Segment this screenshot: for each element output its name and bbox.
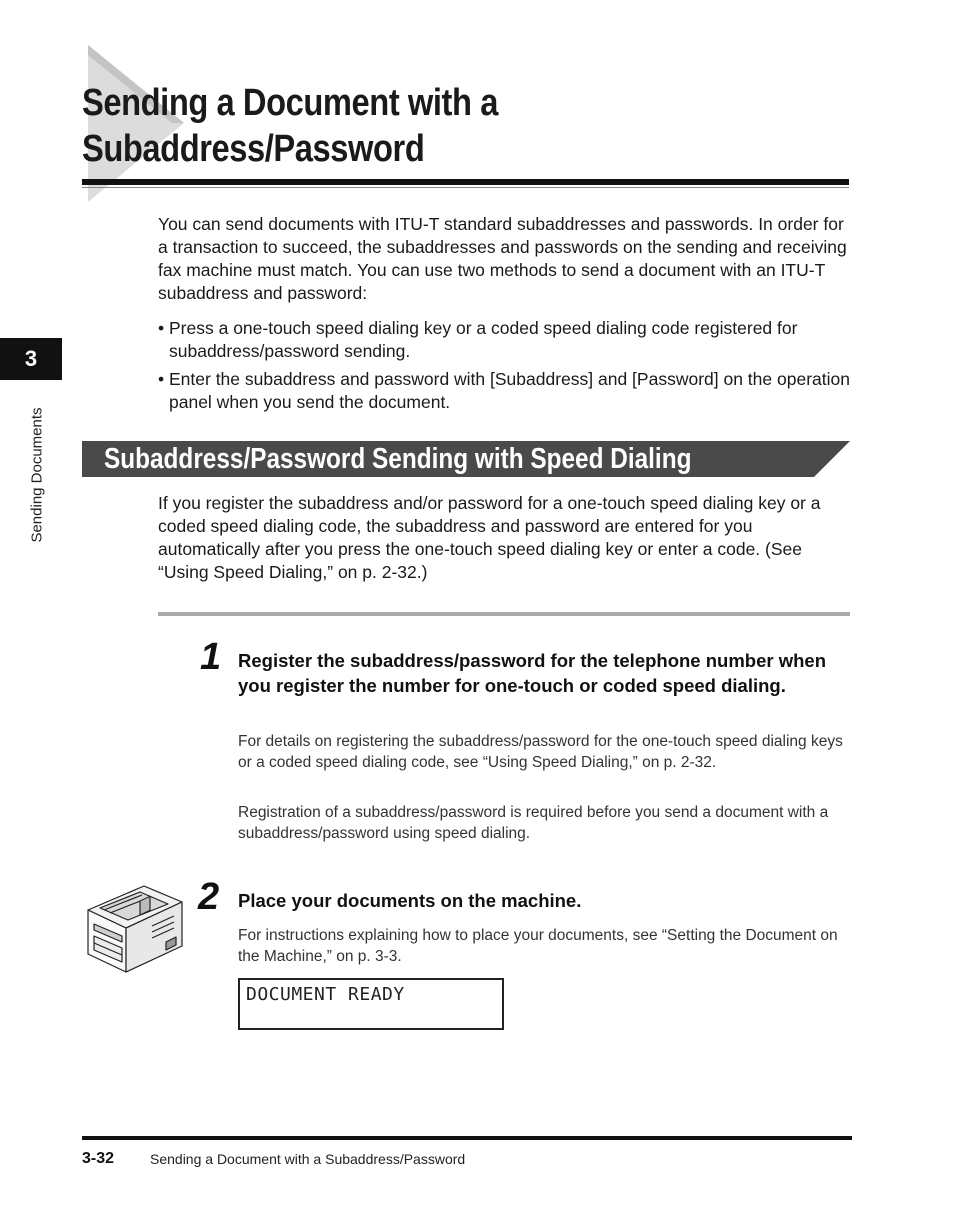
intro-bullet-list: [158, 317, 850, 419]
section-heading: Subaddress/Password Sending with Speed Dialing: [104, 443, 692, 475]
footer-rule: [82, 1136, 852, 1140]
intro-paragraph: You can send documents with ITU-T standard subaddresses and passwords. In order for a transaction to succeed, the subaddresses and passwords on the sending and receiving fax machine must match. You can use two methods to send a document with an ITU-T subaddress and password:: [158, 214, 847, 303]
bullet-marker: •: [158, 318, 165, 338]
title-rule-thin: [82, 187, 849, 188]
page-number: 3-32: [82, 1150, 115, 1167]
lcd-display-text: DOCUMENT READY: [246, 984, 405, 1005]
step-number: 2: [198, 876, 220, 918]
chapter-tab: [0, 338, 62, 380]
chapter-label: Sending Documents: [28, 407, 46, 543]
step-heading: Place your documents on the machine.: [238, 890, 582, 911]
step-note: For instructions explaining how to place your documents, see “Setting the Document on the Machine,” on p. 3-3.: [238, 927, 838, 965]
running-title: Sending a Document with a Subaddress/Password: [150, 1151, 466, 1167]
page-title-line2: Subaddress/Password: [82, 128, 425, 170]
page-title: [82, 80, 498, 172]
bullet-text: Enter the subaddress and password with [Subaddress] and [Password] on the operation panel when you send the document.: [169, 369, 850, 412]
list-item: [158, 317, 850, 363]
step-heading: Register the subaddress/password for the telephone number when you register the number for one-touch or coded speed dialing.: [238, 650, 826, 696]
chapter-number: 3: [24, 346, 38, 371]
step-note: Registration of a subaddress/password is required before you send a document with a subaddress/password using speed dialing.: [238, 804, 829, 842]
steps-divider: [158, 612, 850, 616]
fax-machine-illustration: [82, 880, 186, 980]
lcd-display: [238, 978, 504, 1030]
step-note: For details on registering the subaddress/password for the one-touch speed dialing keys or a coded speed dialing code, see “Using Speed Dialing,” on p. 2-32.: [238, 733, 843, 771]
bullet-text: Press a one-touch speed dialing key or a coded speed dialing code registered for subaddress/password sending.: [169, 318, 798, 361]
title-rule: [82, 179, 849, 185]
bullet-marker: •: [158, 369, 165, 389]
section-paragraph: If you register the subaddress and/or password for a one-touch speed dialing key or a coded speed dialing code, the subaddress and password are entered for you automatically after you press the one-touch speed dialing key or enter a code. (See “Using Speed Dialing,” on p. 2-32.): [158, 493, 821, 582]
page-title-line1: Sending a Document with a: [82, 82, 498, 124]
list-item: [158, 368, 850, 414]
step-number: 1: [200, 636, 222, 678]
